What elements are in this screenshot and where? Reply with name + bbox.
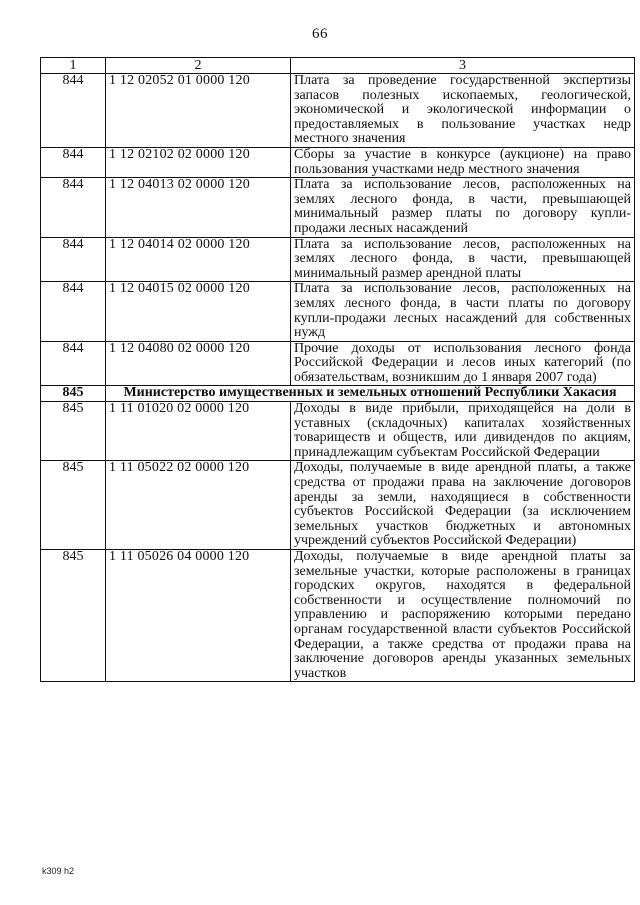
admin-code-cell: 845 (41, 402, 106, 461)
table-row (41, 237, 635, 282)
revenue-description-cell: Доходы в виде прибыли, приходящейся на доли в уставных (складочных) капиталах хозяйственных товариществ и обществ, или дивидендов по акциям, принадлежащим субъектам Российской Федерации (291, 402, 635, 461)
budget-code-cell: 1 12 04015 02 0000 120 (106, 282, 291, 341)
admin-code-cell: 844 (41, 147, 106, 177)
revenue-description-cell: Доходы, получаемые в виде арендной платы, а также средства от продажи права на заключение договоров аренды за земли, находящиеся в собственности субъектов Российской Федерации (за исключением земельных участков бюджетных и автономных учреждений субъектов Российской Федерации) (291, 461, 635, 550)
admin-code-cell: 844 (41, 237, 106, 282)
admin-code-cell: 845 (41, 550, 106, 682)
table-row (41, 74, 635, 148)
table-row (41, 550, 635, 682)
table-row (41, 178, 635, 237)
table-row (41, 341, 635, 386)
admin-code-cell: 844 (41, 341, 106, 386)
admin-code-cell: 845 (41, 461, 106, 550)
admin-code-cell: 844 (41, 178, 106, 237)
column-header: 3 (291, 58, 635, 74)
admin-code-cell: 845 (41, 386, 106, 402)
ministry-row (41, 386, 635, 402)
budget-code-cell: 1 11 01020 02 0000 120 (106, 402, 291, 461)
ministry-name-cell: Министерство имущественных и земельных отношений Республики Хакасия (106, 386, 635, 402)
table-row (41, 402, 635, 461)
budget-code-cell: 1 12 04014 02 0000 120 (106, 237, 291, 282)
column-header: 1 (41, 58, 106, 74)
table-row (41, 461, 635, 550)
revenue-description-cell: Сборы за участие в конкурсе (аукционе) на право пользования участками недр местного значения (291, 147, 635, 177)
table-header-row (41, 58, 635, 74)
admin-code-cell: 844 (41, 74, 106, 148)
revenue-description-cell: Плата за использование лесов, расположенных на землях лесного фонда, в части, превышающей минимальный размер платы по договору купли-продажи лесных насаждений (291, 178, 635, 237)
revenue-description-cell: Плата за использование лесов, расположенных на землях лесного фонда, в части, превышающей минимальный размер арендной платы (291, 237, 635, 282)
page-number: 66 (312, 26, 328, 42)
table-row (41, 282, 635, 341)
table-row (41, 147, 635, 177)
budget-code-cell: 1 11 05026 04 0000 120 (106, 550, 291, 682)
budget-code-cell: 1 12 02102 02 0000 120 (106, 147, 291, 177)
budget-code-cell: 1 12 02052 01 0000 120 (106, 74, 291, 148)
revenue-description-cell: Прочие доходы от использования лесного фонда Российской Федерации и лесов иных категорий (по обязательствам, возникшим до 1 января 2007 года) (291, 341, 635, 386)
revenue-description-cell: Плата за использование лесов, расположенных на землях лесного фонда, в части платы по договору купли-продажи лесных насаждений для собственных нужд (291, 282, 635, 341)
table-body (41, 74, 635, 682)
budget-code-cell: 1 12 04080 02 0000 120 (106, 341, 291, 386)
budget-code-cell: 1 11 05022 02 0000 120 (106, 461, 291, 550)
footer-code: k309 h2 (42, 866, 75, 876)
budget-code-cell: 1 12 04013 02 0000 120 (106, 178, 291, 237)
column-header: 2 (106, 58, 291, 74)
revenue-description-cell: Плата за проведение государственной экспертизы запасов полезных ископаемых, геологической, экономической и экологической информации о предоставляемых в пользование участках недр местного значения (291, 74, 635, 148)
revenue-codes-table (40, 57, 635, 682)
admin-code-cell: 844 (41, 282, 106, 341)
revenue-description-cell: Доходы, получаемые в виде арендной платы за земельные участки, которые расположены в границах городских округов, находятся в федеральной собственности и осуществление полномочий по управлению и распоряжению которыми передано органам государственной власти субъектов Российской Федерации, а также средства от продажи права на заключение договоров аренды указанных земельных участков (291, 550, 635, 682)
